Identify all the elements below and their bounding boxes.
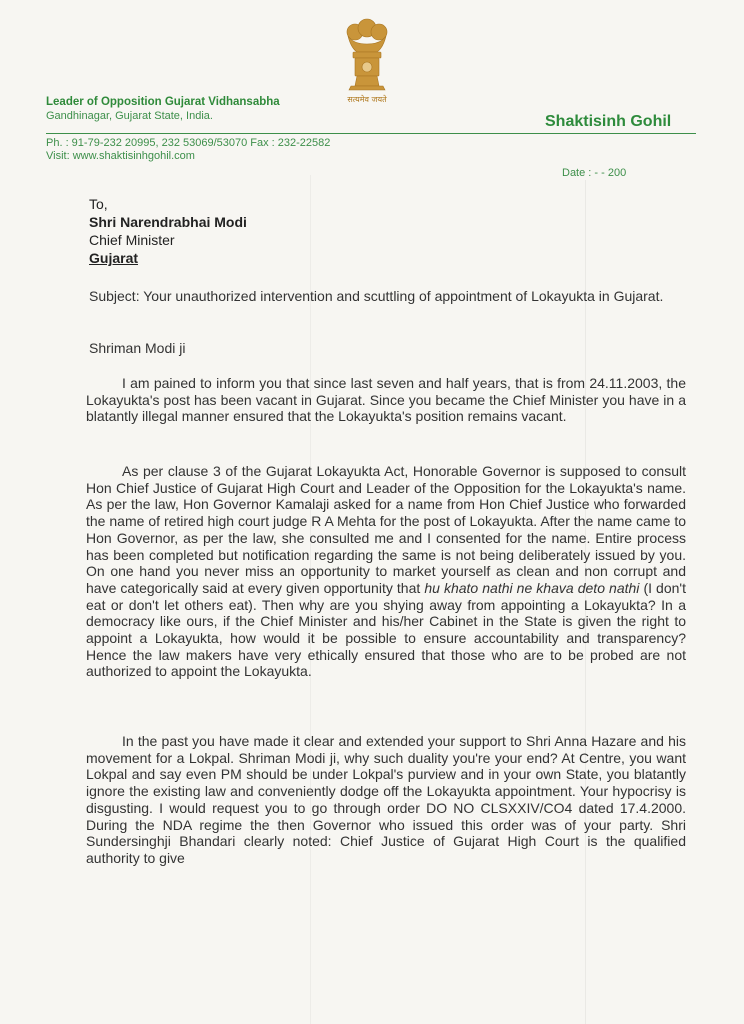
contact-info [46, 137, 330, 163]
body-paragraph-2 [86, 463, 686, 680]
recipient-block [89, 195, 247, 267]
ashoka-emblem-icon [343, 18, 391, 92]
salutation: Shriman Modi ji [89, 340, 186, 356]
body-paragraph-3: In the past you have made it clear and extended your support to Shri Anna Hazare and his movement for a Lokpal. Shriman Modi ji, why such duality you're your end? At Centre, you want Lokpal and say even PM should be under Lokpal's purview and in your own State, you blatantly ignore the existing law and conveniently dodge off the Lokayukta appointment. Your hypocrisy is disgusting. I would request you to go through order DO NO CLSXXIV/CO4 dated 17.4.2000. During the NDA regime the then Governor who issued this order was of your party. Shri Sundersinghji Bhandari clearly noted: Chief Justice of Gujarat High Court is the qualified authority to give [86, 733, 686, 866]
body-paragraph-2-text-cont: (I don't eat or don't let others eat). Then why are you shying away from appointing a Lokayukta? In a democracy like ours, if the Chief Minister and his/her Cabinet in the State is given the right to appoint a Lokayukta, how would it be possible to ensure accountability and transparency? Hence the law makers have very ethically ensured that those who are to be probed are not authorized to appoint the Lokayukta. [86, 579, 686, 680]
gujarati-quote: hu khato nathi ne khava deto nathi [424, 579, 640, 596]
body-paragraph-2-text: As per clause 3 of the Gujarat Lokayukta Act, Honorable Governor is supposed to consult Hon Chief Justice of Gujarat High Court and Leader of the Opposition for the Lokayukta's name. As per the law, Hon Governor Kamalaji asked for a name from Hon Chief Justice who forwarded the name of retired high court judge R A Mehta for the post of Lokayukta. After the name came to Hon Governor, as per the law, she consulted me and I consented for the name. Entire process has been completed but notification regarding the same is not being deliberately issued by you. On one hand you never miss an opportunity to market yourself as clean and non corrupt and have categorically said at every given opportunity that [86, 463, 686, 596]
date-line: Date : - - 200 [562, 167, 627, 179]
website-line: Visit: www.shaktisinhgohil.com [46, 150, 195, 162]
org-title: Leader of Opposition Gujarat Vidhansabha [46, 96, 280, 108]
recipient-title: Chief Minister [89, 232, 175, 248]
to-label: To, [89, 196, 108, 212]
subject-line: Subject: Your unauthorized intervention and scuttling of appointment of Lokayukta in Gujarat. [89, 288, 664, 304]
body-paragraph-1: I am pained to inform you that since last seven and half years, that is from 24.11.2003, the Lokayukta's post has been vacant in Gujarat. Since you became the Chief Minister you have in a blatantly illegal manner ensured that the Lokayukta's position remains vacant. [86, 375, 686, 425]
org-address: Gandhinagar, Gujarat State, India. [46, 110, 213, 122]
recipient-name: Shri Narendrabhai Modi [89, 214, 247, 230]
emblem-motto: सत्यमेव जयते [347, 95, 387, 104]
recipient-state: Gujarat [89, 250, 139, 266]
letterhead-divider [46, 133, 696, 134]
phone-line: Ph. : 91-79-232 20995, 232 53069/53070 Fax : 232-22582 [46, 137, 331, 149]
sender-name: Shaktisinh Gohil [545, 113, 672, 130]
